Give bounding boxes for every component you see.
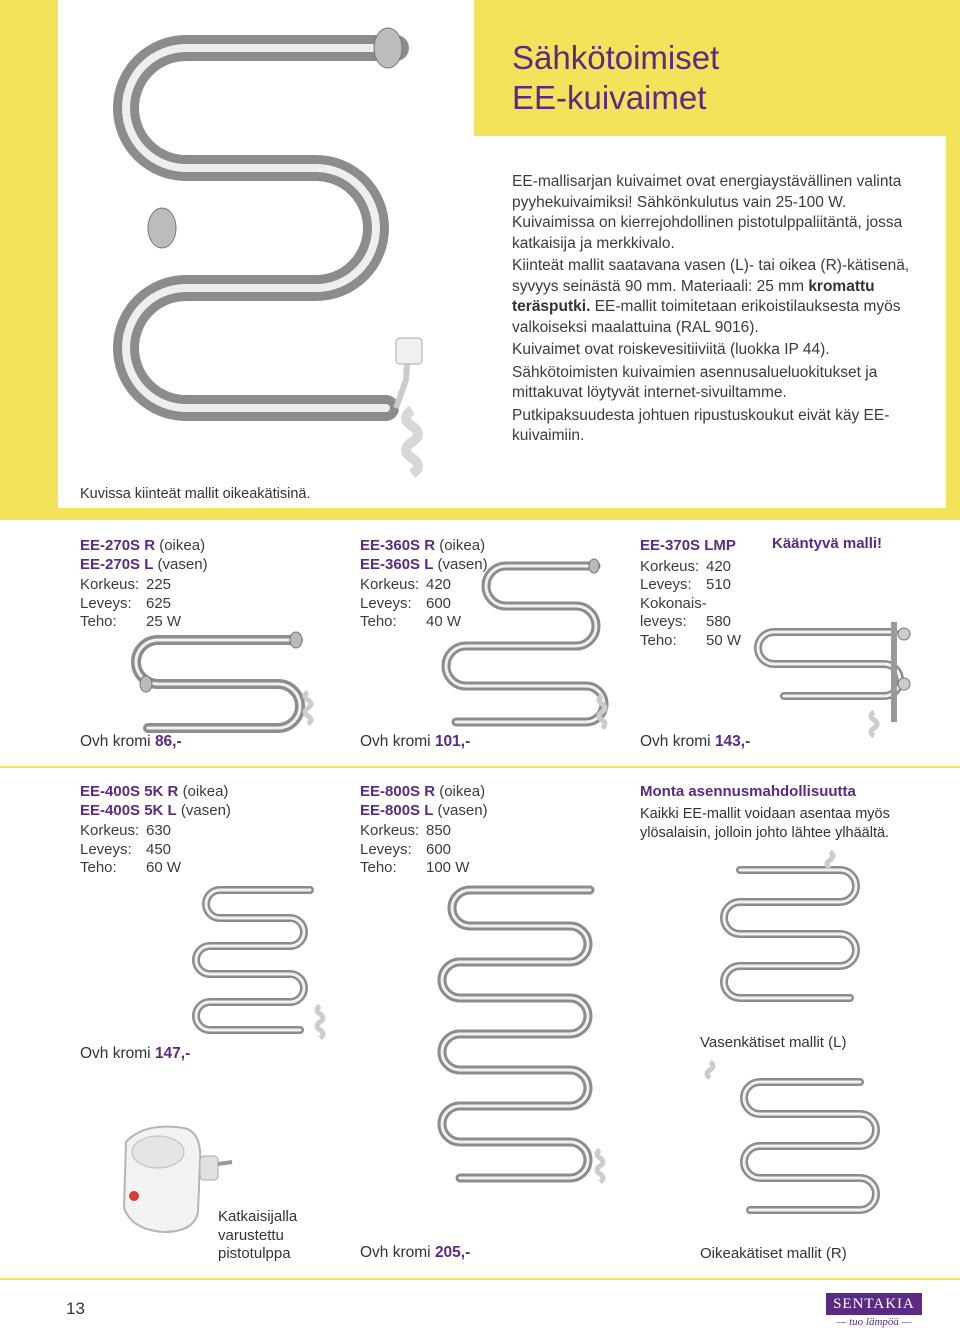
spec-label-width: Leveys: <box>360 594 412 612</box>
spec-label-height: Korkeus: <box>360 576 420 593</box>
row-divider <box>0 766 960 768</box>
ee-400s-5k-image <box>170 880 340 1060</box>
model-side-r: (oikea) <box>159 537 206 554</box>
ee-270s-image <box>118 632 328 740</box>
intro-paragraph-1: EE-mallisarjan kuivaimet ovat energiaystävällinen valinta pyyhekuivaimiksi! Sähkönkulutus vain 25-100 W. Kuivaimissa on kierrejohdollinen pistotulppaliitäntä, jossa katkaisija ja merkkivalo. <box>512 173 903 252</box>
price-prefix: Ovh kromi <box>640 733 711 750</box>
ee-800s-image <box>410 880 630 1225</box>
logo-wordmark: SENTAKIA <box>826 1293 922 1315</box>
right-handed-caption: Oikeakätiset mallit (R) <box>700 1245 847 1262</box>
model-code-r: EE-400S 5K R <box>80 783 179 800</box>
left-handed-caption: Vasenkätiset mallit (L) <box>700 1034 847 1051</box>
model-side-l: (vasen) <box>437 555 488 573</box>
model-code: EE-370S LMP <box>640 537 736 554</box>
left-handed-rail-image <box>700 850 900 1030</box>
spec-power: 100 W <box>426 859 470 876</box>
price-ee-270s <box>80 733 182 751</box>
logo-tagline: — tuo lämpöä — <box>836 1316 912 1328</box>
swivel-badge: Kääntyvä malli! <box>772 535 883 552</box>
spec-power: 60 W <box>146 859 182 876</box>
price-value: 86,- <box>154 733 182 750</box>
hero-towel-rail-image <box>96 20 436 480</box>
model-side-l: (vasen) <box>437 801 488 819</box>
model-code-r: EE-360S R <box>360 537 436 554</box>
price-prefix: Ovh kromi <box>80 733 151 750</box>
spec-label-total-2: leveys: <box>640 613 687 630</box>
spec-width: 510 <box>706 576 732 593</box>
spec-label-width: Leveys: <box>80 840 132 858</box>
intro-material: kromattu teräsputki. <box>512 277 875 315</box>
price-ee-360s <box>360 733 470 751</box>
model-side-r: (oikea) <box>439 783 486 800</box>
spec-height: 225 <box>146 576 172 593</box>
title-line-1: Sähkötoimiset <box>512 39 720 76</box>
price-ee-800s <box>360 1244 470 1262</box>
model-code-r: EE-800S R <box>360 783 436 800</box>
intro-paragraph-3: Kuivaimet ovat roiskevesitiiviitä (luokka IP 44). <box>512 341 830 358</box>
price-prefix: Ovh kromi <box>80 1045 151 1062</box>
mounting-text: Kaikki EE-mallit voidaan asentaa myös ylösalaisin, jolloin johto lähtee ylhäältä. <box>640 806 890 841</box>
spec-width: 450 <box>146 840 172 858</box>
intro-p2-part-a: Kiinteät mallit saatavana vasen (L)- tai oikea (R)-kätisenä, syvyys seinästä 90 mm. Materiaali: 25 mm <box>512 257 910 295</box>
spec-label-width: Leveys: <box>360 840 412 858</box>
intro-p2-part-c: EE-mallit toimitetaan erikoistilauksesta myös valkoiseksi maalattuina (RAL 9016). <box>512 298 901 336</box>
spec-label-height: Korkeus: <box>80 822 140 839</box>
spec-label-power: Teho: <box>640 631 677 649</box>
spec-label-power: Teho: <box>80 859 117 876</box>
spec-label-height: Korkeus: <box>80 576 140 593</box>
price-ee-370s-lmp <box>640 733 750 751</box>
spec-power: 40 W <box>426 613 462 630</box>
spec-width: 625 <box>146 594 172 612</box>
model-code-l: EE-270S L <box>80 555 154 573</box>
model-side-r: (oikea) <box>439 537 486 554</box>
price-value: 101,- <box>434 733 471 750</box>
footer-divider <box>0 1278 960 1280</box>
intro-paragraph-5: Putkipaksuudesta johtuen ripustuskoukut eivät käy EE-kuivaimiin. <box>512 406 890 444</box>
price-ee-400s-5k <box>80 1045 190 1063</box>
price-prefix: Ovh kromi <box>360 733 431 750</box>
spec-label-total-1: Kokonais- <box>640 594 707 612</box>
spec-power: 25 W <box>146 613 182 630</box>
price-value: 143,- <box>714 733 751 750</box>
spec-height: 850 <box>426 822 452 839</box>
spec-height: 630 <box>146 822 172 839</box>
price-value: 147,- <box>154 1045 191 1062</box>
model-code-l: EE-360S L <box>360 555 434 573</box>
model-ee-800s <box>360 783 488 878</box>
spec-label-height: Korkeus: <box>640 557 700 575</box>
spec-width: 600 <box>426 840 452 858</box>
intro-text <box>512 172 932 449</box>
title-line-2: EE-kuivaimet <box>512 79 707 116</box>
price-prefix: Ovh kromi <box>360 1244 431 1261</box>
spec-power: 50 W <box>706 631 742 649</box>
model-side-l: (vasen) <box>180 801 231 819</box>
plug-image <box>104 1112 234 1242</box>
spec-total-width: 580 <box>706 613 732 630</box>
spec-width: 600 <box>426 594 452 612</box>
intro-paragraph-2 <box>512 256 932 338</box>
spec-height: 420 <box>706 557 732 575</box>
right-yellow-band <box>946 0 960 520</box>
spec-label-power: Teho: <box>360 613 397 630</box>
model-side-l: (vasen) <box>157 555 208 573</box>
ee-370s-lmp-image <box>744 612 924 744</box>
hero-caption: Kuvissa kiinteät mallit oikeakätisinä. <box>80 486 311 502</box>
model-ee-370s-lmp <box>640 537 741 650</box>
plug-caption-line-3: pistotulppa <box>218 1245 291 1262</box>
right-handed-rail-image <box>700 1062 900 1242</box>
mounting-title: Monta asennusmahdollisuutta <box>640 783 856 800</box>
intro-paragraph-4: Sähkötoimisten kuivaimien asennusalueluokitukset ja mittakuvat löytyvät internet-sivuiltamme. <box>512 363 878 401</box>
model-ee-270s <box>80 537 208 632</box>
model-code-l: EE-800S L <box>360 801 434 819</box>
model-code-l: EE-400S 5K L <box>80 801 177 819</box>
model-side-r: (oikea) <box>182 783 229 800</box>
page-title <box>512 38 719 118</box>
spec-label-power: Teho: <box>80 613 117 630</box>
sentakia-logo <box>826 1293 922 1329</box>
model-code-r: EE-270S R <box>80 537 156 554</box>
price-value: 205,- <box>434 1244 471 1261</box>
page-number: 13 <box>66 1299 85 1318</box>
model-ee-400s-5k <box>80 783 231 878</box>
spec-height: 420 <box>426 576 452 593</box>
spec-label-power: Teho: <box>360 859 397 876</box>
spec-label-width: Leveys: <box>640 576 692 593</box>
spec-label-height: Korkeus: <box>360 822 420 839</box>
ee-360s-image <box>396 556 626 736</box>
plug-caption <box>218 1208 297 1264</box>
plug-caption-line-1: Katkaisijalla <box>218 1208 298 1225</box>
bottom-yellow-band <box>0 508 960 520</box>
left-yellow-band <box>0 0 58 520</box>
spec-label-width: Leveys: <box>80 594 132 612</box>
plug-caption-line-2: varustettu <box>218 1226 284 1244</box>
